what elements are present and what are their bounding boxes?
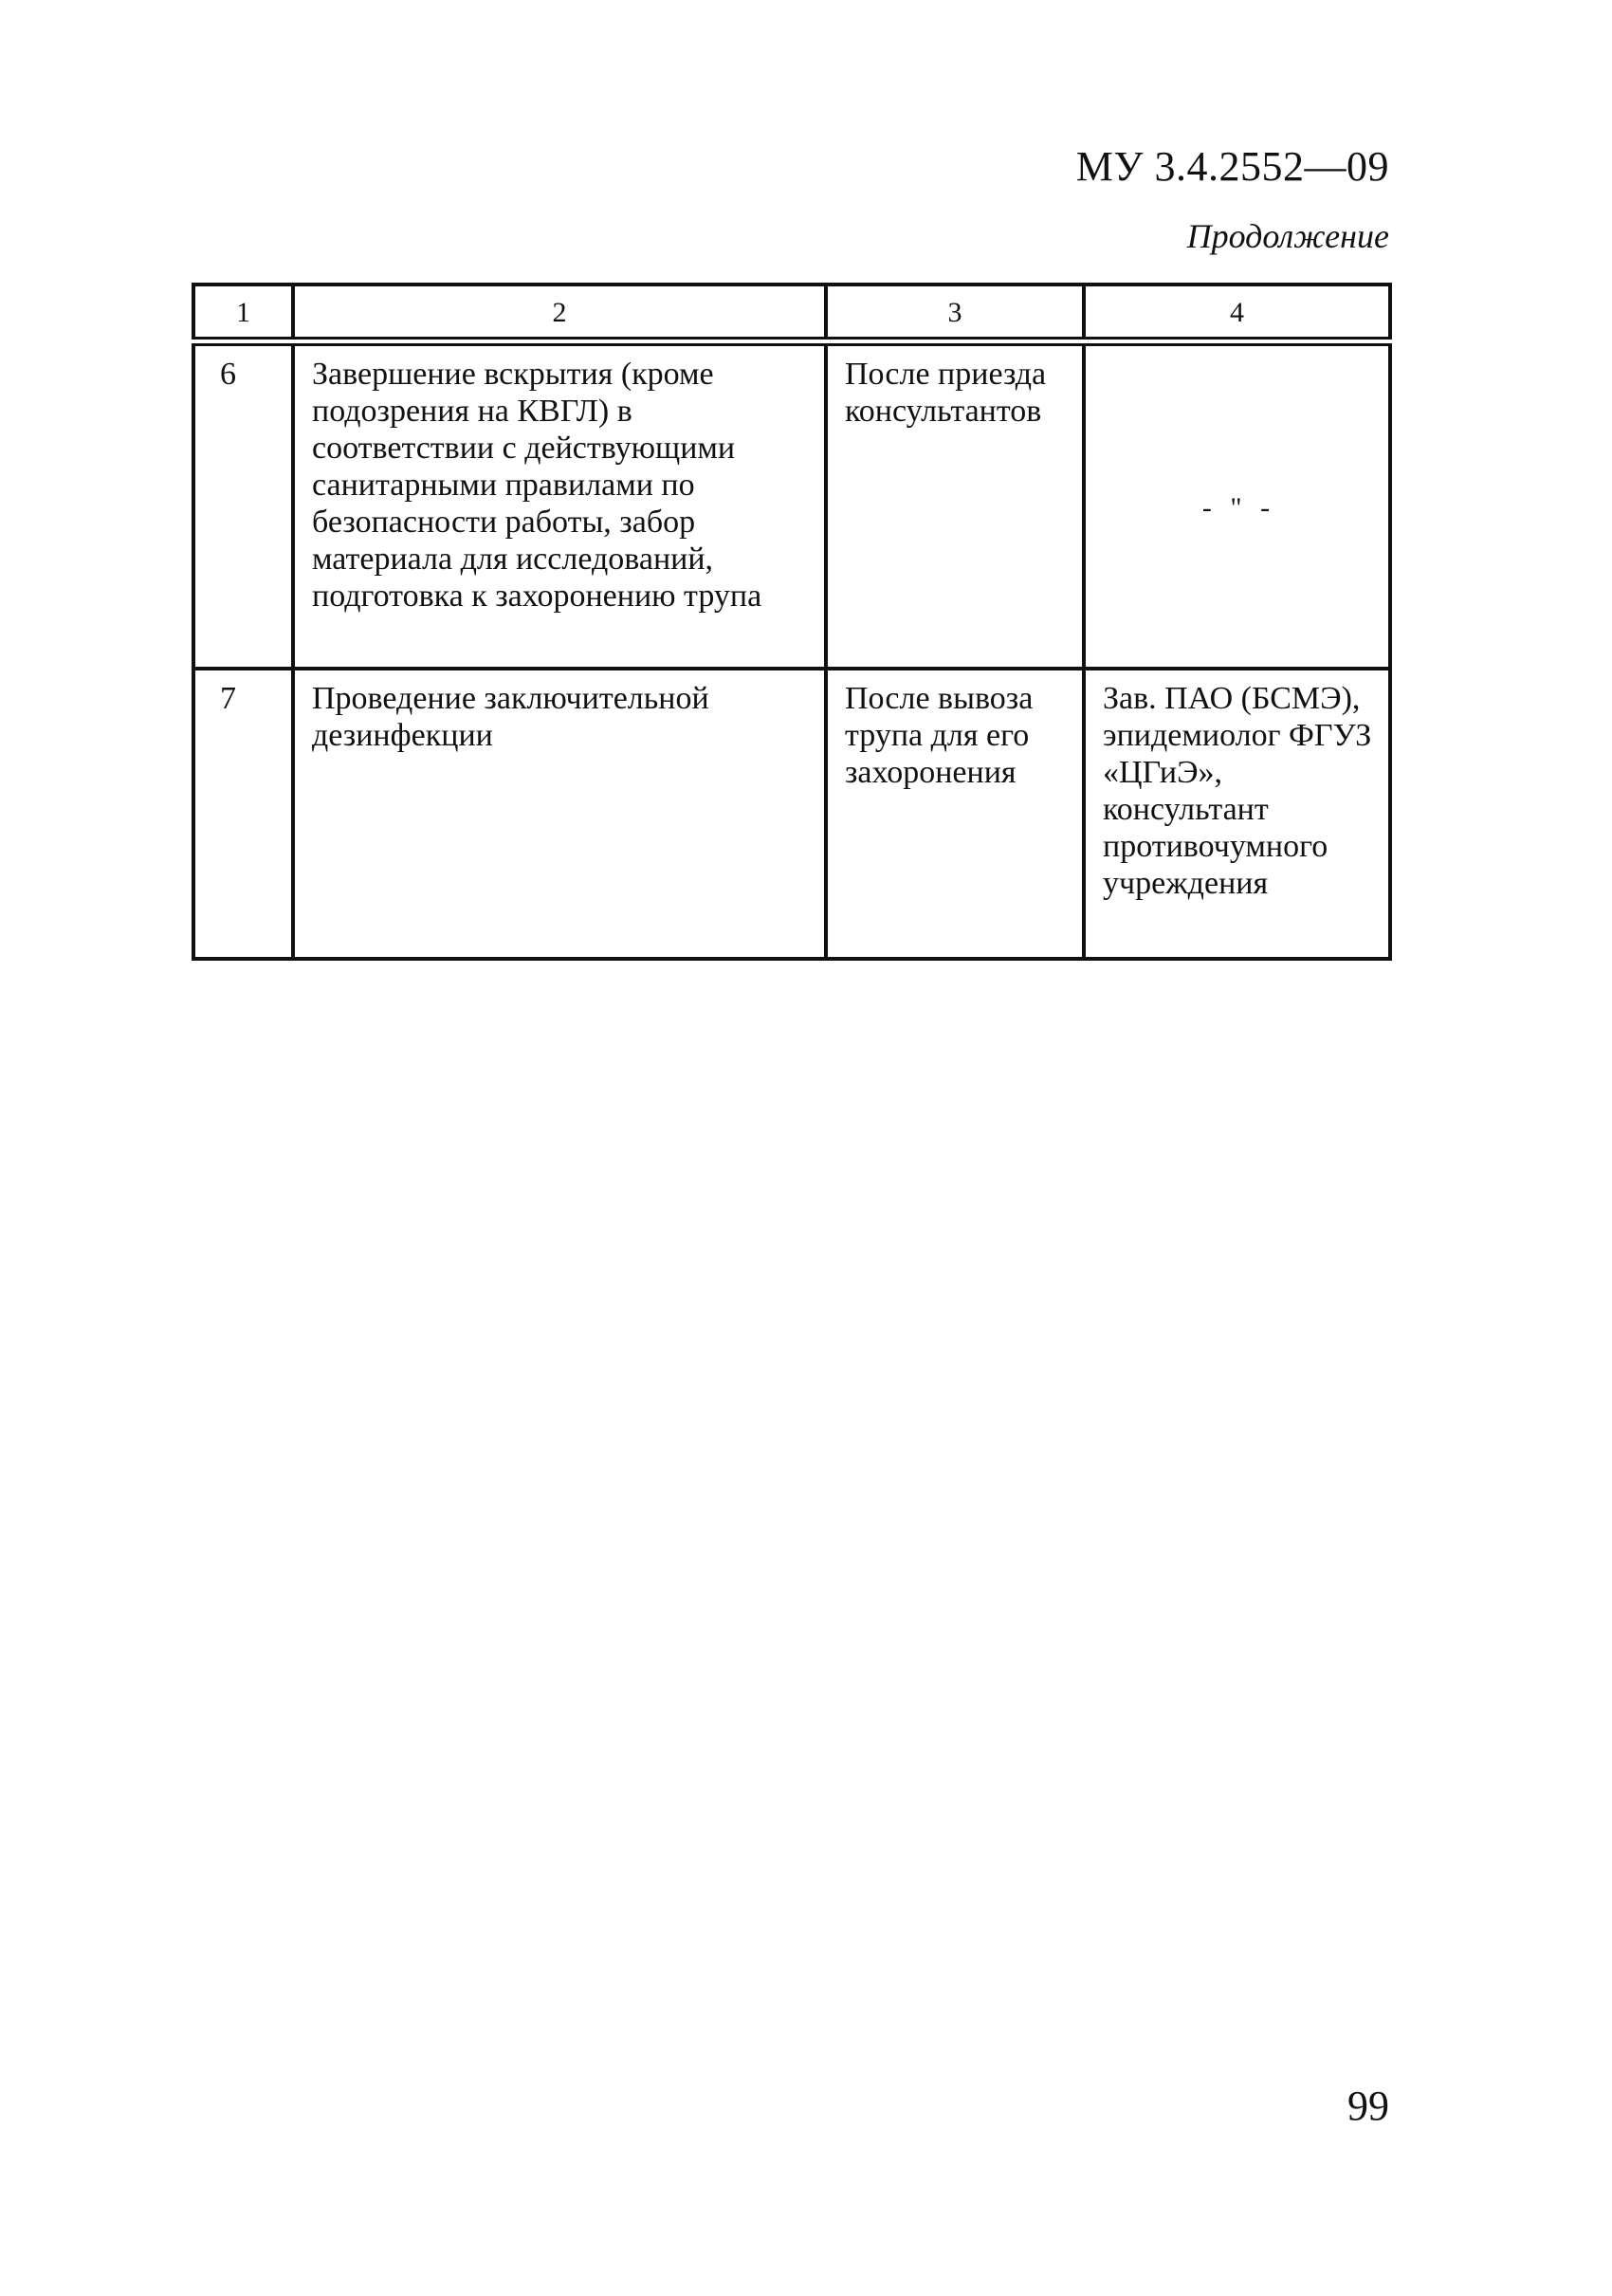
table-header-row: [193, 285, 1390, 341]
document-code: МУ 3.4.2552—09: [1075, 143, 1389, 190]
measures-table-container: [192, 283, 1388, 961]
row-responsible: Зав. ПАО (БСМЭ), эпидемиолог ФГУЗ «ЦГиЭ», консультант противочумного учреждения: [1084, 669, 1390, 959]
row-number: 6: [193, 341, 293, 669]
table-row: [193, 669, 1390, 959]
table-row: [193, 341, 1390, 669]
column-header-2: 2: [293, 285, 826, 341]
row-timing: После вывоза трупа для его захоронения: [826, 669, 1084, 959]
row-timing: После приезда консультантов: [826, 341, 1084, 669]
measures-table: [192, 283, 1392, 961]
column-header-3: 3: [826, 285, 1084, 341]
row-responsible-ditto: - " -: [1084, 341, 1390, 669]
column-header-4: 4: [1084, 285, 1390, 341]
row-number: 7: [193, 669, 293, 959]
row-action: Проведение заключительной дезинфекции: [293, 669, 826, 959]
page-number: 99: [1347, 2083, 1389, 2129]
row-action: Завершение вскрытия (кроме подозрения на КВГЛ) в соответствии с действующими санитарными правилами по безопасности работы, забор материала для исследований, подготовка к захоронению трупа: [293, 341, 826, 669]
column-header-1: 1: [193, 285, 293, 341]
table-continuation-label: Продолжение: [1186, 217, 1389, 255]
